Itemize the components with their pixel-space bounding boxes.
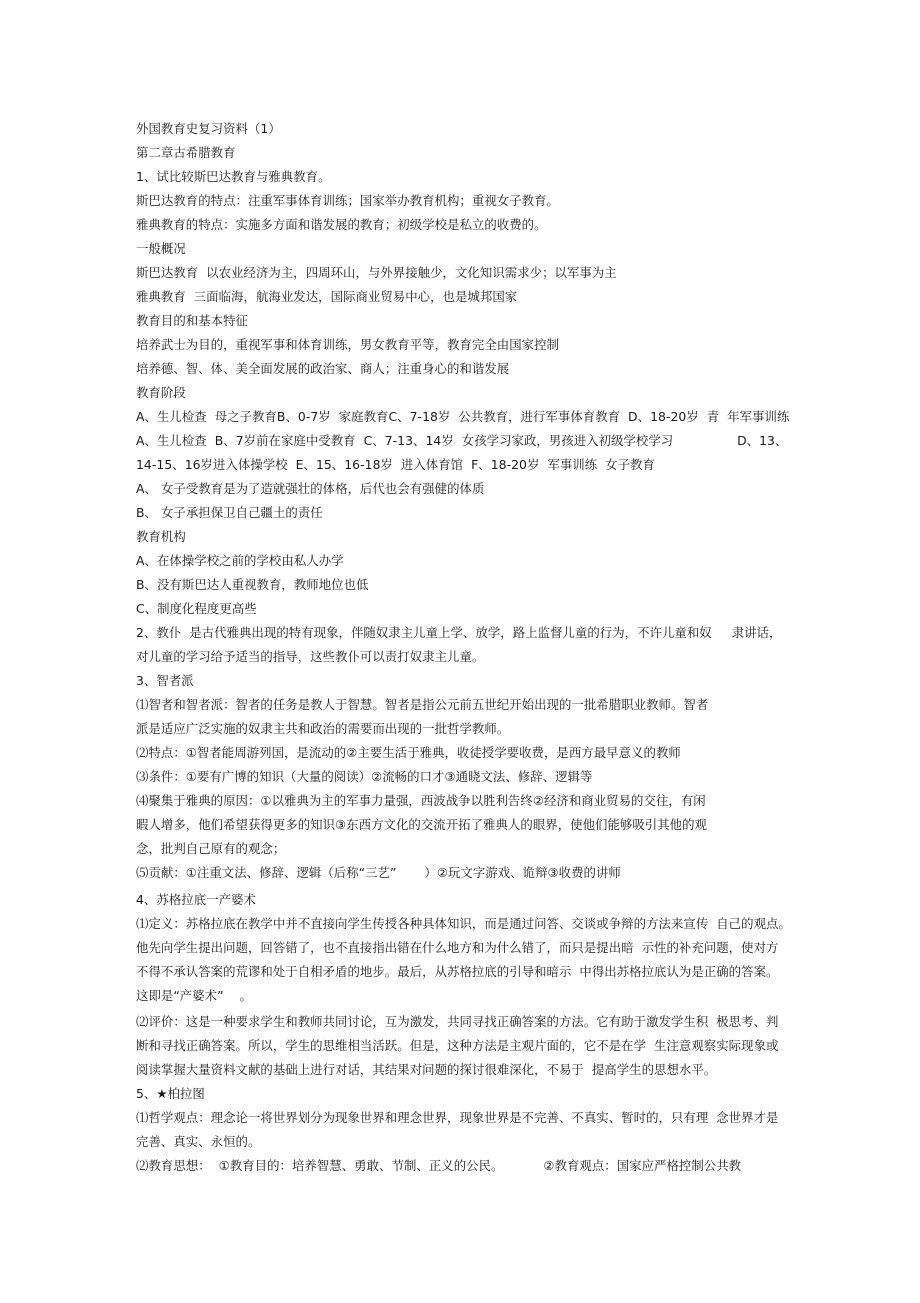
- plato-philosophy: ⑴哲学观点：理念论一将世界划分为现象世界和理念世界，现象世界是不完善、不真实、暂时的，只有理 念世界才是: [136, 1110, 779, 1125]
- stage-line-3: 14-15、16岁进入体操学校 E、15、16-18岁 进入体育馆 F、18-20岁 军事训练 女子教育: [136, 457, 655, 472]
- plato-education: ⑵教育思想： ①教育目的：培养智慧、勇敢、节制、正义的公民。 ②教育观点：国家应严格控制公共教: [136, 1158, 742, 1173]
- women-edu-b: B、 女子承担保卫自己疆土的责任: [136, 505, 323, 520]
- doc-title: 外国教育史复习资料（1）: [136, 121, 281, 136]
- socrates-def-cont3: 这即是“产婆术” 。: [136, 988, 252, 1003]
- sophist-reasons-cont: 暇人增多，他们希望获得更多的知识③东西方文化的交流开拓了雅典人的眼界，使他们能够吸引其他的观: [136, 817, 707, 832]
- socrates-def-cont: 他先向学生提出问题，回答错了，也不直接指出错在什么地方和为什么错了，而只是提出暗 示性的补充问题，使对方: [136, 940, 779, 955]
- question-2-cont: 对儿童的学习给予适当的指导，这些教仆可以责打奴隶主儿童。: [136, 649, 485, 664]
- inst-c: C、制度化程度更高些: [136, 601, 257, 616]
- section-goals: 教育目的和基本特征: [136, 313, 248, 328]
- stage-line-2: A、生儿检查 B、7岁前在家庭中受教育 C、7-13、14岁 女孩学习家政，男孩进入初级学校学习 D、13、: [136, 433, 788, 448]
- athens-features: 雅典教育的特点：实施多方面和谐发展的教育；初级学校是私立的收费的。: [136, 217, 547, 232]
- chapter-heading: 第二章古希腊教育: [136, 145, 236, 160]
- sophist-reasons: ⑷聚集于雅典的原因：①以雅典为主的军事力量强，西波战争以胜利告终②经济和商业贸易的交往，有闲: [136, 793, 706, 808]
- question-4: 4、苏格拉底一产婆术: [136, 892, 256, 907]
- section-general: 一般概况: [136, 241, 186, 256]
- socrates-eval: ⑵评价：这是一种要求学生和教师共同讨论，互为激发，共同寻找正确答案的方法。它有助于激发学生积 极思考、判: [136, 1014, 779, 1029]
- question-1: 1、试比较斯巴达教育与雅典教育。: [136, 169, 331, 184]
- socrates-def-cont2: 不得不承认答案的荒谬和处于自相矛盾的地步。最后，从苏格拉底的引导和暗示 中得出苏格拉底认为是正确的答案。: [136, 964, 779, 979]
- question-2: 2、教仆 是古代雅典出现的特有现象，伴随奴隶主儿童上学、放学，路上监督儿童的行为，不许儿童和奴 隶讲话，: [136, 625, 782, 640]
- socrates-eval-cont2: 阅读掌握大量资料文献的基础上进行对话，其结果对问题的探讨很难深化，不易于 提高学生的思想水平。: [136, 1062, 717, 1077]
- inst-b: B、没有斯巴达人重视教育，教师地位也低: [136, 577, 369, 592]
- sophist-def: ⑴智者和智者派：智者的任务是教人于智慧。智者是指公元前五世纪开始出现的一批希腊职业教师。智者: [136, 697, 709, 712]
- sparta-overview: 斯巴达教育 以农业经济为主，四周环山，与外界接触少，文化知识需求少；以军事为主: [136, 265, 617, 280]
- sophist-conditions: ⑶条件：①要有广博的知识（大量的阅读）②流畅的口才③通晓文法、修辞、逻辑等: [136, 769, 593, 784]
- sophist-contributions: ⑸贡献：①注重文法、修辞、逻辑（后称“三艺” ）②玩文字游戏、诡辩③收费的讲师: [136, 865, 621, 880]
- sparta-goals: 培养武士为目的，重视军事和体育训练，男女教育平等，教育完全由国家控制: [136, 337, 559, 352]
- sophist-features: ⑵特点：①智者能周游列国，是流动的②主要生活于雅典，收徒授学要收费，是西方最早意义的教师: [136, 745, 681, 760]
- sophist-reasons-cont2: 念，批判自己原有的观念；: [136, 841, 286, 856]
- section-institutions: 教育机构: [136, 529, 186, 544]
- inst-a: A、在体操学校之前的学校由私人办学: [136, 553, 344, 568]
- question-3: 3、智者派: [136, 673, 194, 688]
- athens-goals: 培养德、智、体、美全面发展的政治家、商人；注重身心的和谐发展: [136, 361, 510, 376]
- section-stages: 教育阶段: [136, 385, 186, 400]
- socrates-def: ⑴定义：苏格拉底在教学中并不直接向学生传授各种具体知识，而是通过问答、交谈或争辩的方法来宣传 自己的观点。: [136, 916, 791, 931]
- plato-philosophy-cont: 完善、真实、永恒的。: [136, 1134, 261, 1149]
- sparta-features: 斯巴达教育的特点：注重军事体育训练；国家举办教育机构；重视女子教育。: [136, 193, 559, 208]
- question-5: 5、★柏拉图: [136, 1086, 205, 1101]
- sophist-def-cont: 派是适应广泛实施的奴隶主共和政治的需要而出现的一批哲学教师。: [136, 721, 510, 736]
- athens-overview: 雅典教育 三面临海，航海业发达，国际商业贸易中心，也是城邦国家: [136, 289, 518, 304]
- stage-line-1: A、生儿检查 母之子教育B、0-7岁 家庭教育C、7-18岁 公共教育，进行军事体育教育 D、18-20岁 青 年军事训练: [136, 409, 790, 424]
- socrates-eval-cont: 断和寻找正确答案。所以，学生的思维相当活跃。但是，这种方法是主观片面的，它不是在学 生注意观察实际现象或: [136, 1038, 779, 1053]
- women-edu-a: A、 女子受教育是为了造就强壮的体格，后代也会有强健的体质: [136, 481, 485, 496]
